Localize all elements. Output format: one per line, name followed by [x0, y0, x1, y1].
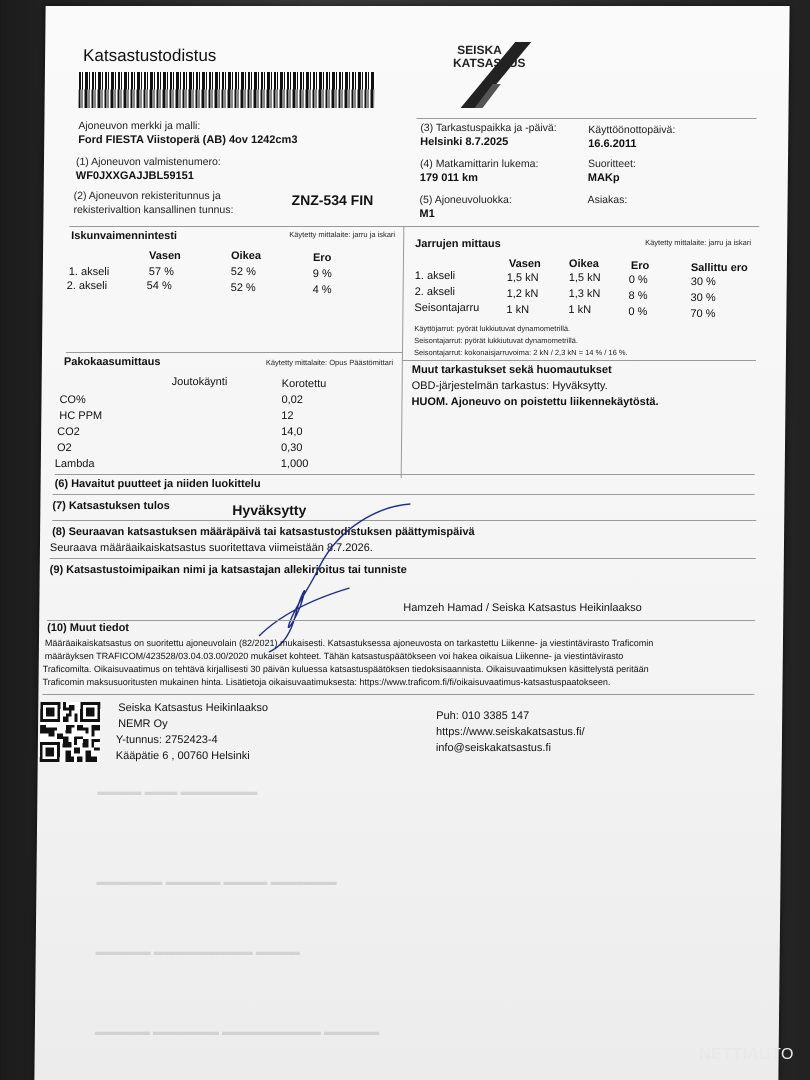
- show-through-text: ▬▬▬▬▬▬ ▬▬▬▬▬ ▬▬▬▬ ▬▬▬▬▬▬: [96, 876, 337, 888]
- performance-value: MAKp: [587, 172, 620, 184]
- watermark-part-b: AUTO: [747, 1046, 794, 1063]
- brakes-row-diff: 0 %: [628, 306, 648, 318]
- brakes-row-left: 1,2 kN: [506, 288, 539, 300]
- watermark-part-a: NETTI: [699, 1046, 748, 1063]
- brakes-row-axle: Seisontajarru: [414, 302, 480, 314]
- shock-row-left: 54 %: [146, 280, 172, 292]
- logo-line1: SEISKA: [457, 43, 502, 57]
- brakes-row-right: 1 kN: [568, 304, 592, 316]
- brakes-device: Käytetty mittalaite: jarru ja iskari: [645, 238, 752, 247]
- show-through-text: ▬▬▬▬▬ ▬▬▬▬▬▬▬▬▬ ▬▬▬▬: [95, 946, 300, 958]
- divider: [55, 474, 755, 475]
- section-10-text: Määräaikaiskatsastus on suoritettu ajoneuvolain (82/2021) mukaisesti. Katsastuksessa ajoneuvosta on tarkastettu Liikenne- ja viestintävirasto Traficomin: [44, 638, 654, 648]
- divider: [53, 494, 755, 495]
- exhaust-row-value: 1,000: [280, 458, 309, 470]
- brakes-title: Jarrujen mittaus: [415, 238, 501, 250]
- footer-email[interactable]: info@seiskakatsastus.fi: [435, 742, 552, 754]
- divider: [416, 118, 756, 119]
- odometer-value: 179 011 km: [419, 172, 479, 184]
- show-through-text: ▬▬▬▬▬ ▬▬▬▬▬▬ ▬▬▬▬▬▬▬▬▬ ▬▬▬▬▬: [94, 1026, 380, 1038]
- inspector-name: Hamzeh Hamad / Seiska Katsastus Heikinlaakso: [403, 602, 642, 614]
- exhaust-col-idle: Joutokäynti: [171, 376, 228, 388]
- divider: [402, 360, 756, 361]
- shock-row-diff: 4 %: [312, 284, 332, 296]
- exhaust-row-value: 12: [281, 410, 294, 422]
- section-10-text: Traficomin maksusuoritusten mukainen hinta. Lisätietoja oikaisuvaatimuksesta: https://www.traficom.fi/fi/oikaisuvaatimus-katsastuspaatokseen.: [42, 677, 611, 687]
- logo-line2: KATSASTUS: [452, 56, 526, 70]
- shock-row-right: 52 %: [230, 282, 256, 294]
- footer-phone: Puh: 010 3385 147: [436, 710, 530, 722]
- registration-number: ZNZ-534 FIN: [291, 192, 374, 208]
- footer-address: Kääpätie 6 , 00760 Helsinki: [115, 750, 250, 762]
- brakes-row-left: 1 kN: [506, 304, 530, 316]
- footer-ytunnus: Y-tunnus: 2752423-4: [115, 734, 218, 746]
- exhaust-col-raised: Korotettu: [281, 378, 327, 390]
- brakes-row-allowed: 30 %: [690, 276, 716, 288]
- exhaust-row-name: CO%: [59, 394, 86, 406]
- brakes-row-left: 1,5 kN: [506, 272, 539, 284]
- make-value: Ford FIESTA Viistoperä (AB) 4ov 1242cm3: [78, 134, 298, 146]
- section-9-title: (9) Katsastustoimipaikan nimi ja katsastajan allekirjoitus tai tunniste: [49, 564, 407, 576]
- brakes-col-allowed: Sallittu ero: [690, 262, 748, 274]
- brakes-col-diff: Ero: [630, 260, 650, 272]
- section-10-text: määräyksen TRAFICOM/423528/03.04.03.00/2020 mukaiset kohteet. Tähän katsastuspäätökseen voi hakea oikaisua Liikenne- ja viestintävirasto: [44, 651, 624, 661]
- exhaust-device: Käytetty mittalaite: Opus Päästömittari: [265, 358, 394, 367]
- brakes-row-axle: 2. akseli: [414, 286, 456, 298]
- exhaust-row-name: HC PPM: [59, 410, 103, 422]
- show-through-text: ▬▬▬▬ ▬▬▬ ▬▬▬▬▬▬▬: [97, 786, 258, 798]
- shock-row-right: 52 %: [230, 266, 256, 278]
- brakes-note: Käyttöjarrut: pyörät lukkiutuvat dynamometrillä.: [414, 324, 571, 333]
- seiska-katsastus-logo: [453, 40, 534, 108]
- intro-date-label: Käyttöönottopäivä:: [588, 124, 676, 136]
- divider: [69, 226, 759, 227]
- shock-row-left: 57 %: [148, 266, 174, 278]
- reg-label-1: (2) Ajoneuvon rekisteritunnus ja: [73, 190, 221, 202]
- next-inspection-text: Seuraava määräaikaiskatsastus suoritettava viimeistään 8.7.2026.: [49, 542, 373, 554]
- brakes-note: Seisontajarrut: pyörät lukkiutuvat dynamometrillä.: [414, 336, 578, 345]
- footer-owner: NEMR Oy: [118, 718, 168, 730]
- exhaust-row-value: 0,30: [280, 442, 303, 454]
- shock-device: Käytetty mittalaite: jarru ja iskari: [289, 230, 396, 239]
- footer-company: Seiska Katsastus Heikinlaakso: [118, 702, 269, 714]
- brakes-row-diff: 8 %: [628, 290, 648, 302]
- divider: [42, 694, 754, 695]
- signature: [239, 496, 421, 656]
- performance-label: Suoritteet:: [587, 158, 636, 170]
- exhaust-row-name: CO2: [57, 426, 80, 438]
- shock-col-right: Oikea: [230, 250, 262, 262]
- footer-website[interactable]: https://www.seiskakatsastus.fi/: [435, 726, 585, 738]
- section-8-title: (8) Seuraavan katsastuksen määräpäivä tai katsastustodistuksen päättymispäivä: [52, 526, 475, 538]
- odometer-label: (4) Matkamittarin lukema:: [419, 158, 539, 170]
- shock-row-axle: 2. akseli: [66, 280, 108, 292]
- shock-col-diff: Ero: [312, 252, 332, 264]
- intro-date-value: 16.6.2011: [588, 138, 637, 150]
- brakes-col-left: Vasen: [508, 258, 541, 270]
- shock-row-axle: 1. akseli: [68, 266, 110, 278]
- brakes-row-axle: 1. akseli: [414, 270, 456, 282]
- shock-title: Iskunvaimennintesti: [71, 230, 178, 242]
- class-value: M1: [419, 208, 435, 220]
- shock-col-left: Vasen: [148, 250, 181, 262]
- inspection-result: Hyväksytty: [232, 502, 307, 518]
- exhaust-row-name: O2: [56, 442, 72, 454]
- brakes-row-allowed: 30 %: [690, 292, 716, 304]
- brakes-row-diff: 0 %: [628, 274, 648, 286]
- place-value: Helsinki 8.7.2025: [420, 136, 509, 148]
- shock-row-diff: 9 %: [312, 268, 332, 280]
- qr-code: [40, 702, 101, 762]
- exhaust-row-value: 14,0: [281, 426, 303, 438]
- brakes-row-right: 1,3 kN: [568, 288, 601, 300]
- brakes-row-right: 1,5 kN: [568, 272, 601, 284]
- reg-label-2: rekisterivaltion kansallinen tunnus:: [73, 204, 234, 216]
- section-10-text: Traficomilta. Oikaisuvaatimus on tehtävä kirjallisesti 30 päivän kuluessa katsastuspäätöksen tiedoksisaannista. Oikaisuvaatimuksen käsittelystä peritään: [42, 664, 649, 674]
- class-label: (5) Ajoneuvoluokka:: [419, 194, 512, 206]
- vin-label: (1) Ajoneuvon valmistenumero:: [75, 156, 221, 168]
- place-label: (3) Tarkastuspaikka ja -päivä:: [420, 122, 557, 134]
- other-checks-title: Muut tarkastukset sekä huomautukset: [411, 364, 612, 376]
- exhaust-title: Pakokaasumittaus: [63, 356, 161, 368]
- nettiauto-watermark: [699, 1046, 794, 1064]
- divider: [47, 620, 755, 621]
- barcode: [79, 72, 375, 108]
- section-10-title: (10) Muut tiedot: [47, 622, 130, 634]
- vin-value: WF0JXXGAJJBL59151: [75, 170, 194, 182]
- make-label: Ajoneuvon merkki ja malli:: [78, 120, 201, 132]
- brakes-row-allowed: 70 %: [690, 308, 716, 320]
- exhaust-row-value: 0,02: [281, 394, 303, 406]
- customer-label: Asiakas:: [587, 194, 628, 206]
- brakes-note: Seisontajarrut: kokonaisjarruvoima: 2 kN / 2,3 kN = 14 % / 16 %.: [413, 348, 628, 357]
- document-title: Katsastustodistus: [83, 46, 217, 65]
- other-checks-note: HUOM. Ajoneuvo on poistettu liikennekäytöstä.: [411, 396, 659, 408]
- section-7-title: (7) Katsastuksen tulos: [52, 500, 170, 512]
- divider: [66, 352, 402, 353]
- inspection-certificate-paper: [34, 6, 789, 1080]
- other-checks-obd: OBD-järjestelmän tarkastus: Hyväksytty.: [411, 380, 608, 392]
- section-6-title: (6) Havaitut puutteet ja niiden luokittelu: [54, 478, 261, 490]
- exhaust-row-name: Lambda: [54, 458, 95, 470]
- brakes-col-right: Oikea: [568, 258, 599, 270]
